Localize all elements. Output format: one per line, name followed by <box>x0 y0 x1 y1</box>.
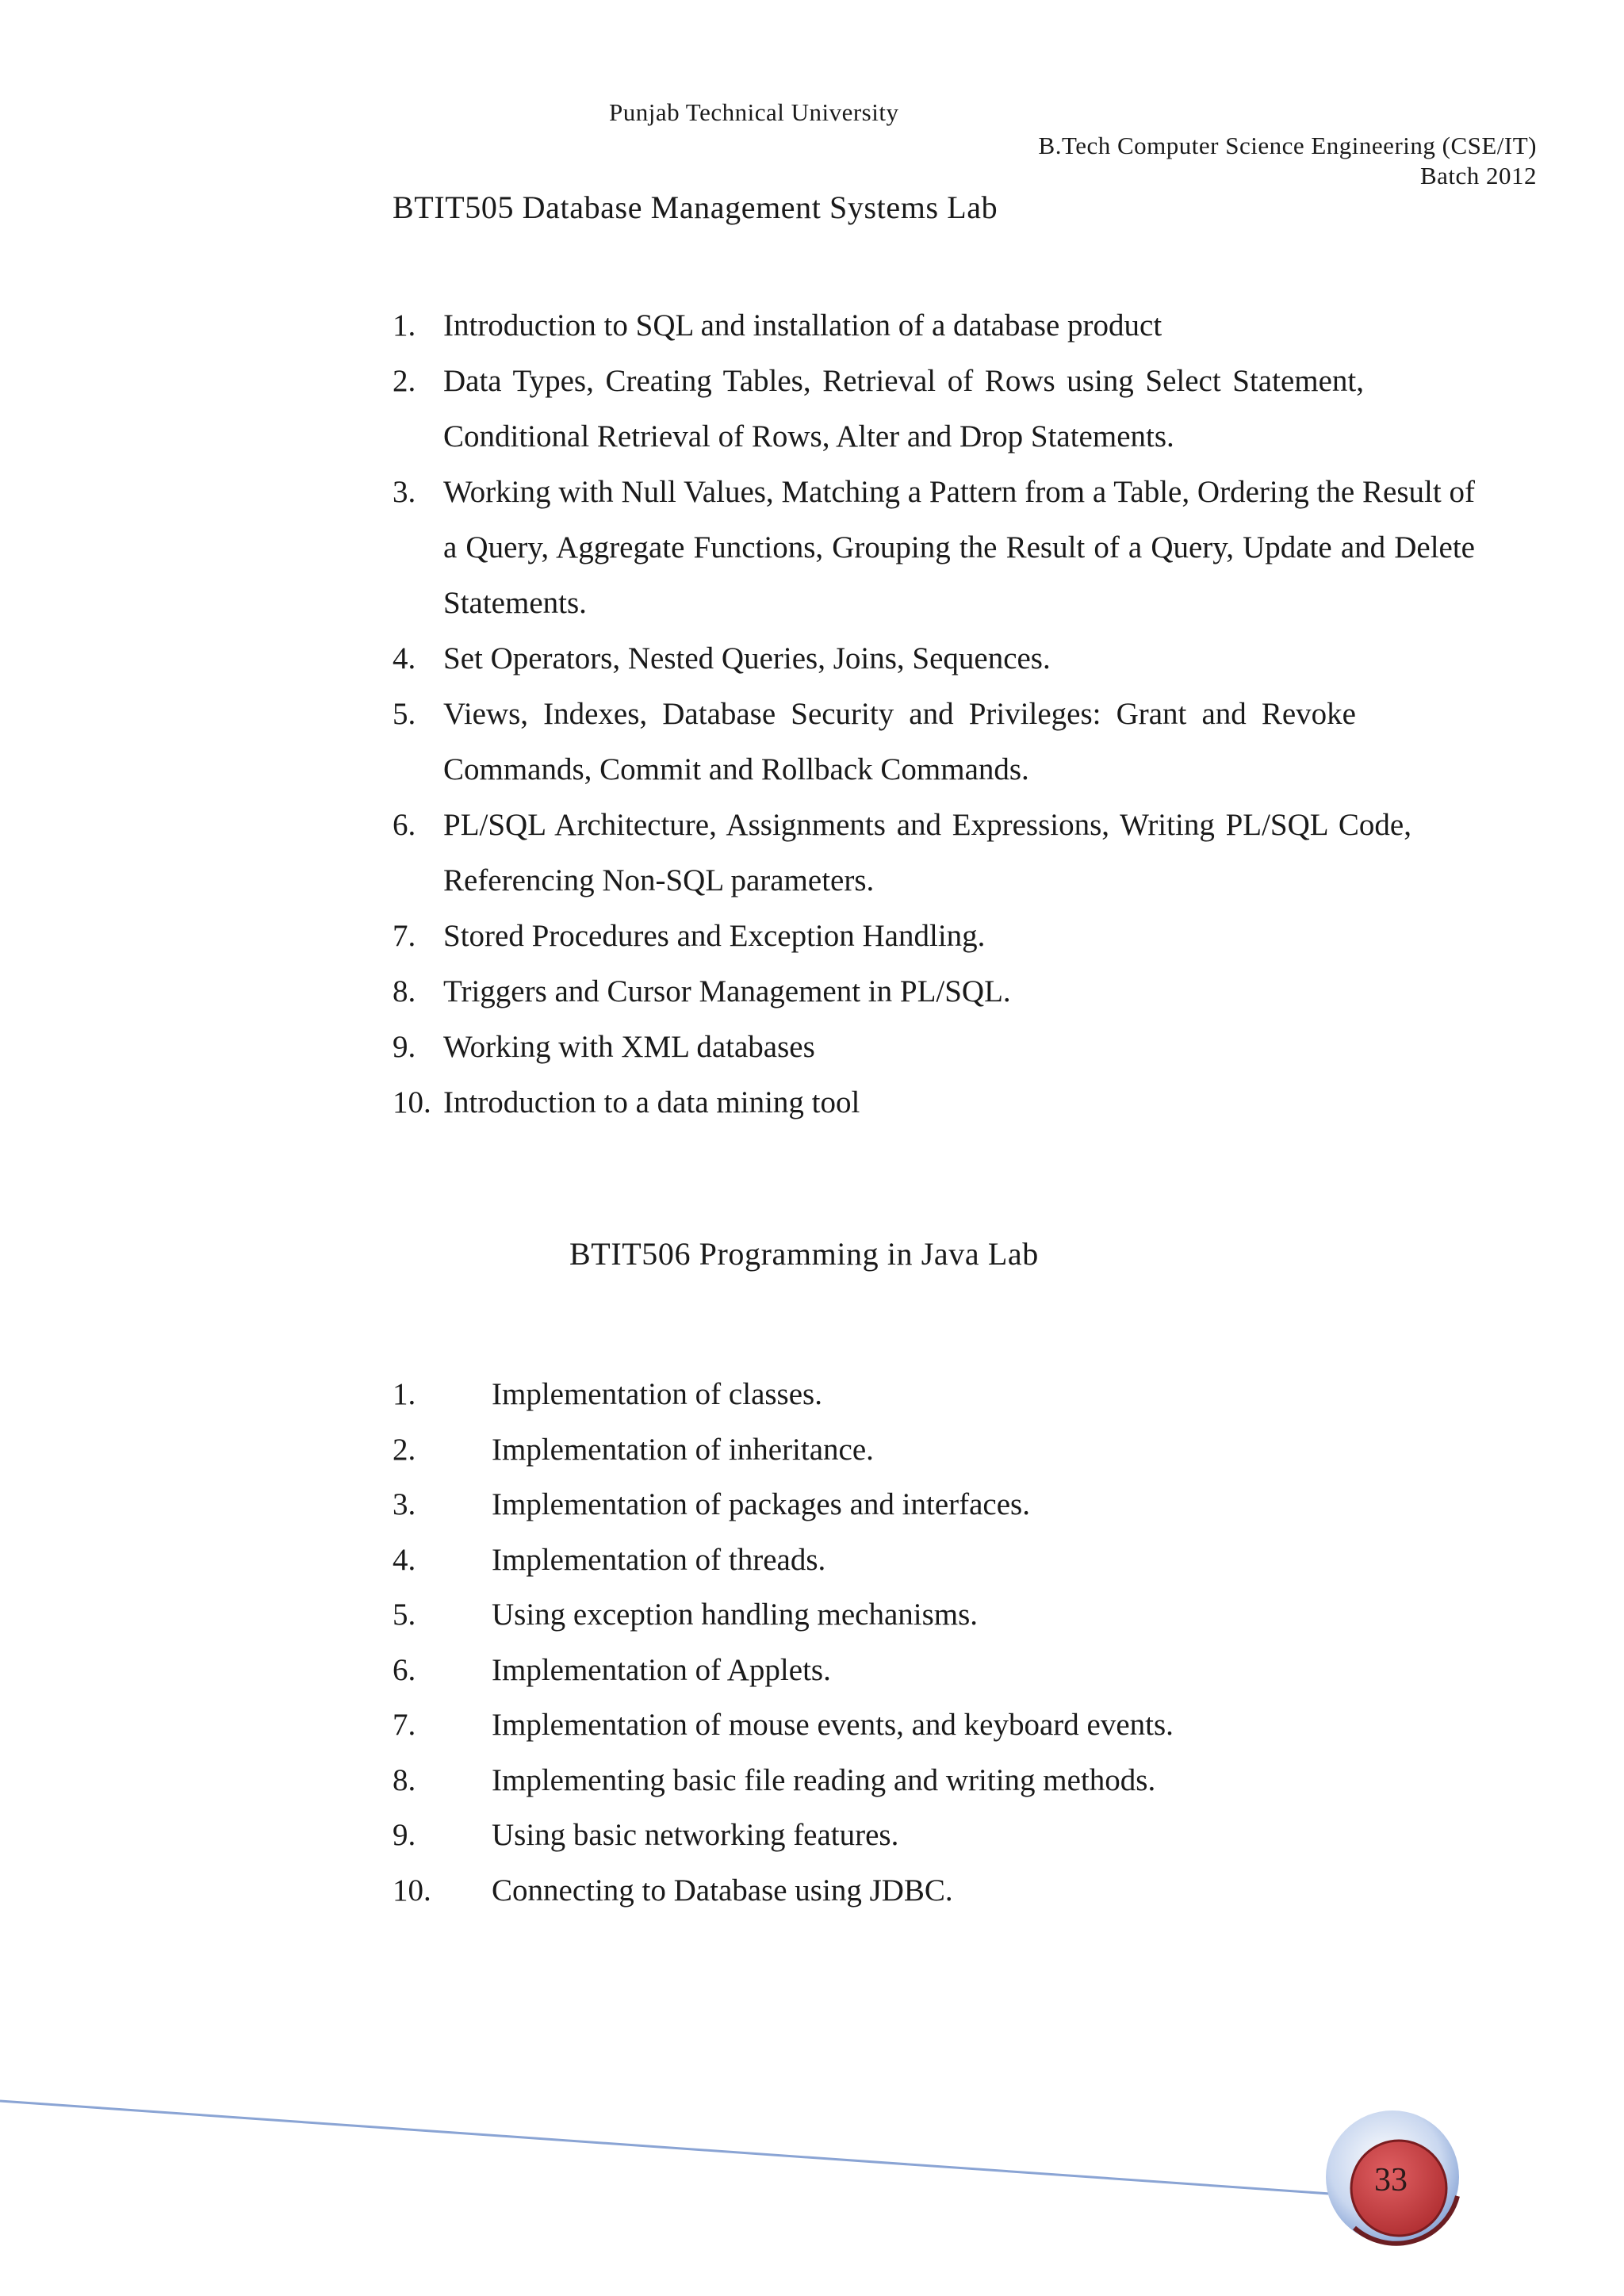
item-text: Triggers and Cursor Management in PL/SQL. <box>443 974 1011 1008</box>
list-item <box>393 631 1475 687</box>
item-number: 8. <box>393 1762 416 1797</box>
item-text: Using basic networking features. <box>492 1818 899 1852</box>
item-number: 9. <box>393 1818 416 1852</box>
list-item <box>393 1020 1475 1075</box>
item-text: Implementation of classes. <box>492 1377 822 1411</box>
list-item <box>393 1422 1423 1478</box>
item-text: Implementation of mouse events, and keyboard events. <box>492 1708 1174 1742</box>
list-item <box>393 687 1475 798</box>
item-number: 3. <box>393 475 416 509</box>
item-text: Implementation of packages and interfaces. <box>492 1487 1030 1521</box>
item-number: 6. <box>393 1652 416 1687</box>
item-text: PL/SQL Architecture, Assignments and Expressions, Writing PL/SQL Code, Referencing Non-SQL parameters. <box>443 808 1411 897</box>
dbms-lab-title: BTIT505 Database Management Systems Lab <box>393 189 998 225</box>
item-text: Implementing basic file reading and writing methods. <box>492 1762 1156 1797</box>
item-text: Views, Indexes, Database Security and Privileges: Grant and Revoke Commands, Commit and Rollback Commands. <box>443 697 1356 786</box>
item-number: 8. <box>393 974 416 1008</box>
item-number: 7. <box>393 1708 416 1742</box>
item-number: 2. <box>393 364 416 398</box>
item-text: Introduction to SQL and installation of a database product <box>443 308 1162 342</box>
list-item <box>393 798 1475 909</box>
item-number: 5. <box>393 697 416 731</box>
item-text: Introduction to a data mining tool <box>443 1085 860 1119</box>
list-item <box>393 1477 1423 1533</box>
list-item <box>393 1075 1475 1131</box>
list-item <box>393 1863 1423 1919</box>
item-text: Using exception handling mechanisms. <box>492 1598 979 1632</box>
header-program: B.Tech Computer Science Engineering (CSE/IT) <box>1038 132 1537 159</box>
list-item <box>393 465 1475 631</box>
list-item <box>393 354 1475 465</box>
list-item <box>393 1643 1423 1698</box>
dbms-lab-list <box>393 298 1475 1131</box>
item-number: 1. <box>393 308 416 342</box>
item-number: 10. <box>393 1085 431 1119</box>
item-text: Implementation of Applets. <box>492 1652 831 1687</box>
item-number: 10. <box>393 1873 431 1908</box>
list-item <box>393 1753 1423 1808</box>
item-text: Connecting to Database using JDBC. <box>492 1873 953 1908</box>
item-text: Working with Null Values, Matching a Pattern from a Table, Ordering the Result of a Query, Aggregate Functions, Grouping the Result of a Query, Update and Delete Statements. <box>443 475 1475 620</box>
list-item <box>393 1697 1423 1753</box>
java-lab-list <box>393 1367 1423 1918</box>
list-item <box>393 1533 1423 1588</box>
header-university: Punjab Technical University <box>609 98 899 126</box>
page-number: 33 <box>1374 2162 1408 2198</box>
java-lab-title: BTIT506 Programming in Java Lab <box>569 1236 1039 1272</box>
item-number: 6. <box>393 808 416 842</box>
item-text: Working with XML databases <box>443 1030 815 1064</box>
list-item <box>393 909 1475 964</box>
item-number: 9. <box>393 1030 416 1064</box>
header-batch: Batch 2012 <box>1419 162 1537 189</box>
item-number: 1. <box>393 1377 416 1411</box>
item-text: Set Operators, Nested Queries, Joins, Sequences. <box>443 641 1051 675</box>
list-item <box>393 1367 1423 1422</box>
list-item <box>393 1808 1423 1863</box>
item-number: 4. <box>393 1542 416 1577</box>
item-number: 3. <box>393 1487 416 1521</box>
item-text: Data Types, Creating Tables, Retrieval of Rows using Select Statement, Conditional Retrieval of Rows, Alter and Drop Statements. <box>443 364 1364 453</box>
list-item <box>393 298 1475 354</box>
item-text: Implementation of threads. <box>492 1542 826 1577</box>
item-number: 4. <box>393 641 416 675</box>
item-text: Stored Procedures and Exception Handling. <box>443 919 986 953</box>
item-number: 5. <box>393 1598 416 1632</box>
item-number: 7. <box>393 919 416 953</box>
list-item <box>393 964 1475 1020</box>
list-item <box>393 1587 1423 1643</box>
item-text: Implementation of inheritance. <box>492 1432 874 1467</box>
item-number: 2. <box>393 1432 416 1467</box>
